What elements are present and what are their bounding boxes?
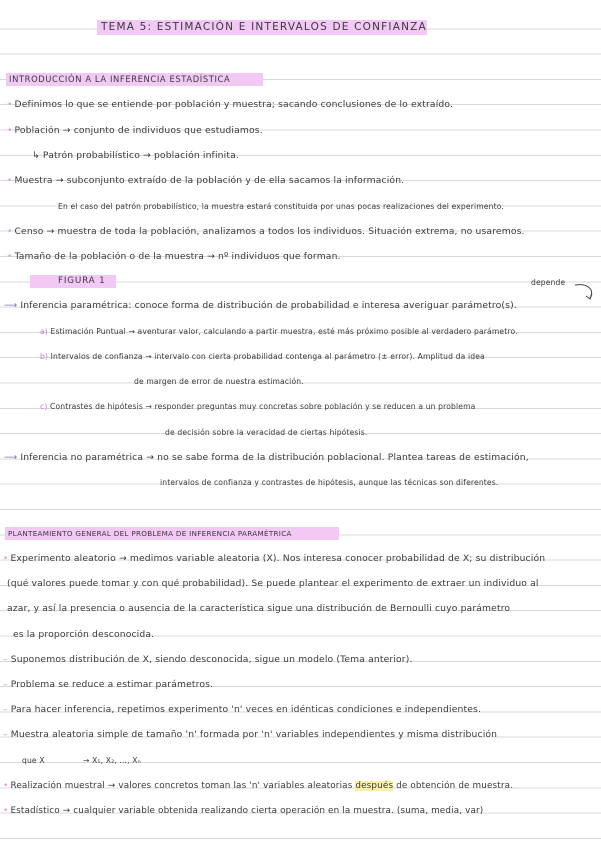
highlighted-word: después [355, 781, 394, 791]
bullet-icon: • [7, 100, 13, 110]
plant-line-experimento-1: • Experimento aleatorio → medimos variable aleatoria (X). Nos interesa conocer probabilidad de X; su distribución [3, 553, 546, 564]
intro-line-patron: ↳ Patrón probabilístico → población infinita. [32, 150, 239, 161]
item-contrastes-cont: de decisión sobre la veracidad de ciertas hipótesis. [165, 428, 368, 437]
arrow-icon: ⟶ [4, 452, 18, 463]
plant-line-problema: – Problema se reduce a estimar parámetros. [3, 679, 214, 690]
curved-arrow-icon [573, 282, 597, 302]
dash-icon: – [3, 704, 8, 715]
item-intervalos-confianza: b) Intervalos de confianza → intervalo con cierta probabilidad contenga al parámetro (± error). Amplitud da idea [40, 352, 485, 361]
figure-label: FIGURA 1 [30, 275, 116, 288]
bullet-icon: • [7, 176, 13, 186]
plant-line-experimento-4: es la proporción desconocida. [13, 629, 155, 640]
page-title: TEMA 5: ESTIMACIÓN E INTERVALOS DE CONFIANZA [97, 20, 427, 35]
bullet-icon: • [7, 252, 13, 262]
depende-note: depende [531, 278, 566, 287]
intro-line-inferencia-parametrica: ⟶ Inferencia paramétrica: conoce forma de distribución de probabilidad e interesa averiguar parámetro(s). [4, 300, 517, 311]
intro-section-heading: INTRODUCCIÓN A LA INFERENCIA ESTADÍSTICA [6, 73, 263, 86]
intro-line-no-param-cont: intervalos de confianza y contrastes de hipótesis, aunque las técnicas son diferentes. [160, 478, 499, 487]
bullet-icon: • [3, 554, 9, 564]
plant-line-que-x: que X [22, 756, 45, 765]
plant-line-realizacion: • Realización muestral → valores concretos toman las 'n' variables aleatorias después de obtención de muestra. [3, 781, 514, 791]
bullet-icon: • [7, 126, 13, 136]
dash-icon: – [3, 679, 8, 690]
item-intervalos-cont: de margen de error de nuestra estimación. [134, 377, 304, 386]
plant-line-suponemos: – Suponemos distribución de X, siendo desconocida, sigue un modelo (Tema anterior). [3, 654, 413, 665]
item-estimacion-puntual: a) Estimación Puntual → aventurar valor, calculando a partir muestra, esté más próximo posible al verdadero parámetro. [40, 327, 518, 336]
intro-line-muestra: • Muestra → subconjunto extraído de la población y de ella sacamos la información. [7, 175, 405, 186]
bullet-icon: • [3, 781, 9, 791]
plant-line-muestra-aleatoria: – Muestra aleatoria simple de tamaño 'n' formada por 'n' variables independientes y misma distribución [3, 729, 498, 740]
bullet-icon: • [3, 806, 9, 816]
plant-line-para-hacer: – Para hacer inferencia, repetimos experimento 'n' veces en idénticas condiciones e independientes. [3, 704, 482, 715]
plant-line-variables: → X₁, X₂, ..., Xₙ [83, 756, 141, 765]
arrow-icon: ⟶ [4, 300, 18, 311]
bullet-icon: • [7, 227, 13, 237]
plant-line-estadistico: • Estadístico → cualquier variable obtenida realizando cierta operación en la muestra. (suma, media, var) [3, 806, 484, 816]
plant-line-experimento-2: (qué valores puede tomar y con qué probabilidad). Se puede plantear el experimento de extraer un individuo al [7, 578, 539, 589]
dash-icon: – [3, 729, 8, 740]
intro-line-poblacion: • Población → conjunto de individuos que estudiamos. [7, 125, 263, 136]
intro-line-tamano: • Tamaño de la población o de la muestra → nº individuos que forman. [7, 251, 341, 262]
intro-line-censo: • Censo → muestra de toda la población, analizamos a todos los individuos. Situación extrema, no usaremos. [7, 226, 525, 237]
intro-line-inferencia-no-parametrica: ⟶ Inferencia no paramétrica → no se sabe forma de la distribución poblacional. Plantea tareas de estimación, [4, 452, 529, 463]
plant-line-experimento-3: azar, y así la presencia o ausencia de la característica sigue una distribución de Bernoulli cuyo parámetro [7, 603, 511, 614]
intro-line-muestra-cont: En el caso del patrón probabilístico, la muestra estará constituida por unas pocas realizaciones del experimento. [58, 202, 504, 211]
dash-icon: – [3, 654, 8, 665]
planteamiento-section-heading: PLANTEAMIENTO GENERAL DEL PROBLEMA DE INFERENCIA PARAMÉTRICA [5, 527, 339, 540]
intro-line-definimos: • Definimos lo que se entiende por población y muestra; sacando conclusiones de lo extraído. [7, 99, 454, 110]
item-contrastes-hipotesis: c) Contrastes de hipótesis → responder preguntas muy concretas sobre población y se reducen a un problema [40, 402, 476, 411]
